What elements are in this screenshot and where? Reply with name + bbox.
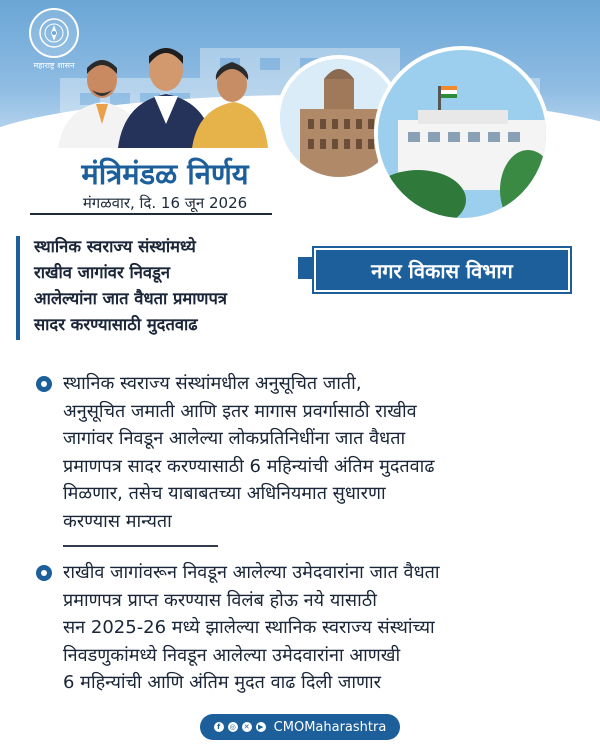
point-line: 6 महिन्यांची आणि अंतिम मुदत वाढ दिली जाणार bbox=[63, 672, 382, 693]
heading-accent-bar bbox=[16, 236, 20, 340]
decision-date: मंगळवार, दि. 16 जून 2026 bbox=[82, 194, 248, 212]
date-underline bbox=[30, 213, 272, 215]
point-line: राखीव जागांवरून निवडून आलेल्या उमेदवारांना जात वैधता bbox=[63, 562, 440, 583]
heading-line: स्थानिक स्वराज्य संस्थांमध्ये bbox=[34, 237, 196, 256]
govt-caption: महाराष्ट्र शासन bbox=[33, 61, 75, 70]
page-title: मंत्रिमंडळ निर्णय bbox=[81, 157, 249, 191]
point-line: करण्यास मान्यता bbox=[63, 510, 172, 532]
administrative-building-photo bbox=[374, 46, 550, 222]
point-line: जागांवर निवडून आलेल्या लोकप्रतिनिधींना जात वैधता bbox=[63, 428, 406, 449]
point-line: सन 2025-26 मध्ये झालेल्या स्थानिक स्वराज्य संस्थांच्या bbox=[63, 617, 435, 638]
heading-line: आलेल्यांना जात वैधता प्रमाणपत्र bbox=[34, 289, 227, 308]
facebook-icon[interactable]: f bbox=[214, 722, 224, 732]
bullet-icon bbox=[36, 376, 52, 392]
point-line: निवडणुकांमध्ये निवडून आलेल्या उमेदवारांना आणखी bbox=[63, 644, 401, 666]
point-line: स्थानिक स्वराज्य संस्थांमधील अनुसूचित जाती, bbox=[63, 373, 362, 394]
department-label: नगर विकास विभाग bbox=[314, 248, 570, 292]
leaders-photo bbox=[58, 38, 268, 148]
point-line: प्रमाणपत्र प्राप्त करण्यास विलंब होऊ नये यासाठी bbox=[63, 589, 377, 611]
instagram-icon[interactable]: ◎ bbox=[229, 723, 236, 731]
decision-point bbox=[36, 370, 576, 535]
youtube-icon[interactable]: ▶ bbox=[256, 722, 266, 732]
x-icon[interactable]: ✕ bbox=[242, 722, 252, 732]
decision-points bbox=[36, 370, 576, 697]
social-handle[interactable]: CMOMaharashtra bbox=[273, 719, 387, 735]
point-line: मिळणार, तसेच याबाबतच्या अधिनियमात सुधारणा bbox=[63, 483, 386, 504]
heading-line: सादर करण्यासाठी मुदतवाढ bbox=[34, 315, 198, 334]
bullet-icon bbox=[36, 565, 52, 581]
decision-point bbox=[36, 559, 576, 697]
heading-line: राखीव जागांवर निवडून bbox=[34, 263, 171, 282]
point-line: अनुसूचित जमाती आणि इतर मागास प्रवर्गासाठी राखीव bbox=[63, 400, 417, 422]
point-divider bbox=[63, 545, 218, 547]
point-line: प्रमाणपत्र सादर करण्यासाठी 6 महिन्यांची अंतिम मुदतवाढ bbox=[63, 455, 435, 477]
social-footer[interactable] bbox=[200, 714, 400, 740]
